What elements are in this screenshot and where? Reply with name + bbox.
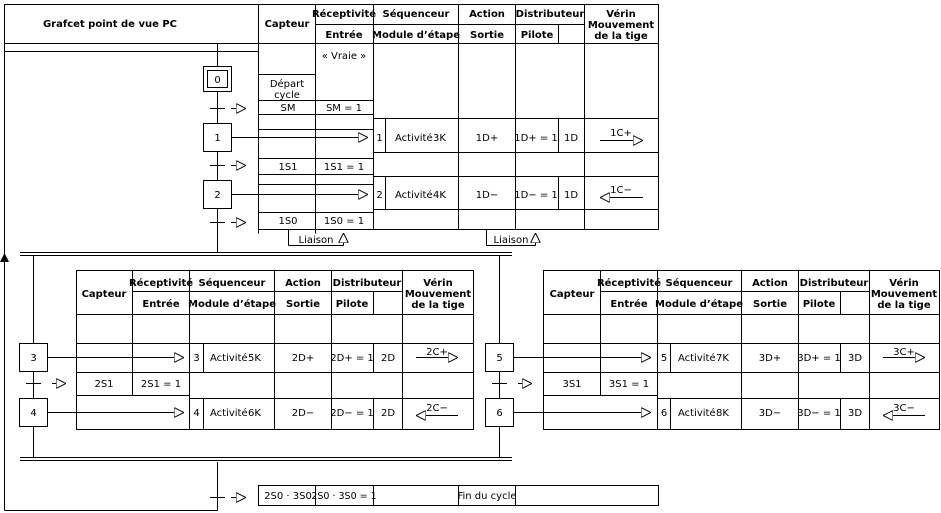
header-receptivite: Réceptivité [311,9,377,20]
row-6-reg: 8K [716,408,729,419]
header-distributeur: Distributeur [515,9,585,20]
row-1-sortie: 1D+ [475,133,499,144]
row-3-move: 2C+ [426,347,448,358]
sm-sensor: SM [280,103,296,114]
header-sequenceur: Séquenceur [382,9,450,20]
step-6-label: 6 [496,408,503,419]
right-header-action: Action [752,278,788,289]
diagram-title: Grafcet point de vue PC [42,19,178,30]
right-header-verin: Vérin [889,278,919,289]
row-4-dist: 2D [380,408,396,419]
step-3-label: 3 [30,353,37,364]
bottom-sensor: 2S0 · 3S0 [264,491,312,502]
liaison-label-2: Liaison [493,235,529,246]
row-1-pilote: 1D+ = 1 [514,133,558,144]
right-header-receptivite: Réceptivité [596,278,662,289]
header-action: Action [469,9,505,20]
row-4-activity: Activité [210,408,248,419]
left-header-de-la-tige: de la tige [411,300,465,311]
row-2-sortie: 1D− [475,190,499,201]
row-4-num: 4 [193,408,200,419]
row-5-pilote: 3D+ = 1 [797,353,841,364]
left-header-receptivite: Réceptivité [128,278,194,289]
row-5-sortie: 3D+ [758,353,782,364]
t2-entry: 1S0 = 1 [323,216,365,227]
row-4-sortie: 2D− [291,408,315,419]
row-4-reg: 6K [248,408,261,419]
row-6-num: 6 [660,408,668,419]
right-header-distributeur: Distributeur [799,278,869,289]
row-1-dist: 1D [563,133,579,144]
row-1-num: 1 [376,133,383,144]
left-header-action: Action [285,278,321,289]
sm-entry: SM = 1 [325,103,363,114]
step-4-label: 4 [30,408,37,419]
left-header-entree: Entrée [142,299,180,310]
fin-du-cycle: Fin du cycle [457,491,517,502]
row-3-dist: 2D [380,353,396,364]
row-6-activity: Activité [678,408,716,419]
row-5-activity: Activité [678,353,716,364]
t1-sensor: 1S1 [278,162,298,173]
t1-entry: 1S1 = 1 [323,162,365,173]
header-capteur: Capteur [264,19,310,30]
left-header-sequenceur: Séquenceur [198,278,266,289]
right-header-module: Module d’étape [655,299,743,310]
left-header-mouvement: Mouvement [404,289,472,300]
vraie-label: « Vraie » [321,51,367,62]
row-2-move: 1C− [610,185,632,196]
right-header-de-la-tige: de la tige [877,300,931,311]
row-3-sortie: 2D+ [291,353,315,364]
row-2-num: 2 [376,190,383,201]
row-3-reg: 5K [248,353,261,364]
row-5-dist: 3D [847,353,863,364]
step-1-label: 1 [214,133,221,144]
header-sortie: Sortie [470,30,504,41]
right-t-sensor: 3S1 [562,379,582,390]
header-de-la-tige: de la tige [594,31,648,42]
row-6-move: 3C− [893,403,915,414]
header-entree: Entrée [325,30,363,41]
row-5-reg: 7K [716,353,729,364]
depart-label-2: cycle [274,90,300,101]
left-t-sensor: 2S1 [94,379,114,390]
row-4-move: 2C− [426,403,448,414]
right-header-pilote: Pilote [802,299,836,310]
step-5-label: 5 [496,353,503,364]
row-6-dist: 3D [847,408,863,419]
right-header-sequenceur: Séquenceur [665,278,733,289]
right-header-mouvement: Mouvement [870,289,938,300]
row-2-dist: 1D [563,190,579,201]
row-1-reg: 3K [433,133,446,144]
row-3-num: 3 [193,353,200,364]
row-6-sortie: 3D− [758,408,782,419]
right-header-capteur: Capteur [549,289,595,300]
depart-label-1: Départ [269,79,305,90]
row-1-move: 1C+ [610,128,632,139]
row-1-activity: Activité [395,133,433,144]
bottom-entry: 2S0 · 3S0 = 1 [311,491,377,502]
left-header-distributeur: Distributeur [332,278,402,289]
row-3-pilote: 2D+ = 1 [330,353,374,364]
header-verin: Vérin [606,9,636,20]
row-2-reg: 4K [433,190,446,201]
row-2-activity: Activité [395,190,433,201]
loop-arrow-icon [0,253,9,262]
row-6-pilote: 3D− = 1 [797,408,841,419]
row-4-pilote: 2D− = 1 [330,408,374,419]
row-5-num: 5 [660,353,668,364]
step-2-label: 2 [214,190,221,201]
t2-sensor: 1S0 [278,216,298,227]
right-header-sortie: Sortie [753,299,787,310]
liaison-label-1: Liaison [298,235,334,246]
left-t-entry: 2S1 = 1 [140,379,182,390]
right-header-entree: Entrée [610,299,648,310]
left-header-pilote: Pilote [335,299,369,310]
left-header-module: Module d’étape [188,299,276,310]
row-2-pilote: 1D− = 1 [514,190,558,201]
row-5-move: 3C+ [893,347,915,358]
header-module: Module d’étape [372,30,460,41]
header-mouvement: Mouvement [587,20,655,31]
left-header-verin: Vérin [423,278,453,289]
step-0-label: 0 [214,75,221,86]
header-pilote: Pilote [520,30,554,41]
left-header-sortie: Sortie [286,299,320,310]
right-t-entry: 3S1 = 1 [608,379,650,390]
row-3-activity: Activité [210,353,248,364]
left-header-capteur: Capteur [81,289,127,300]
